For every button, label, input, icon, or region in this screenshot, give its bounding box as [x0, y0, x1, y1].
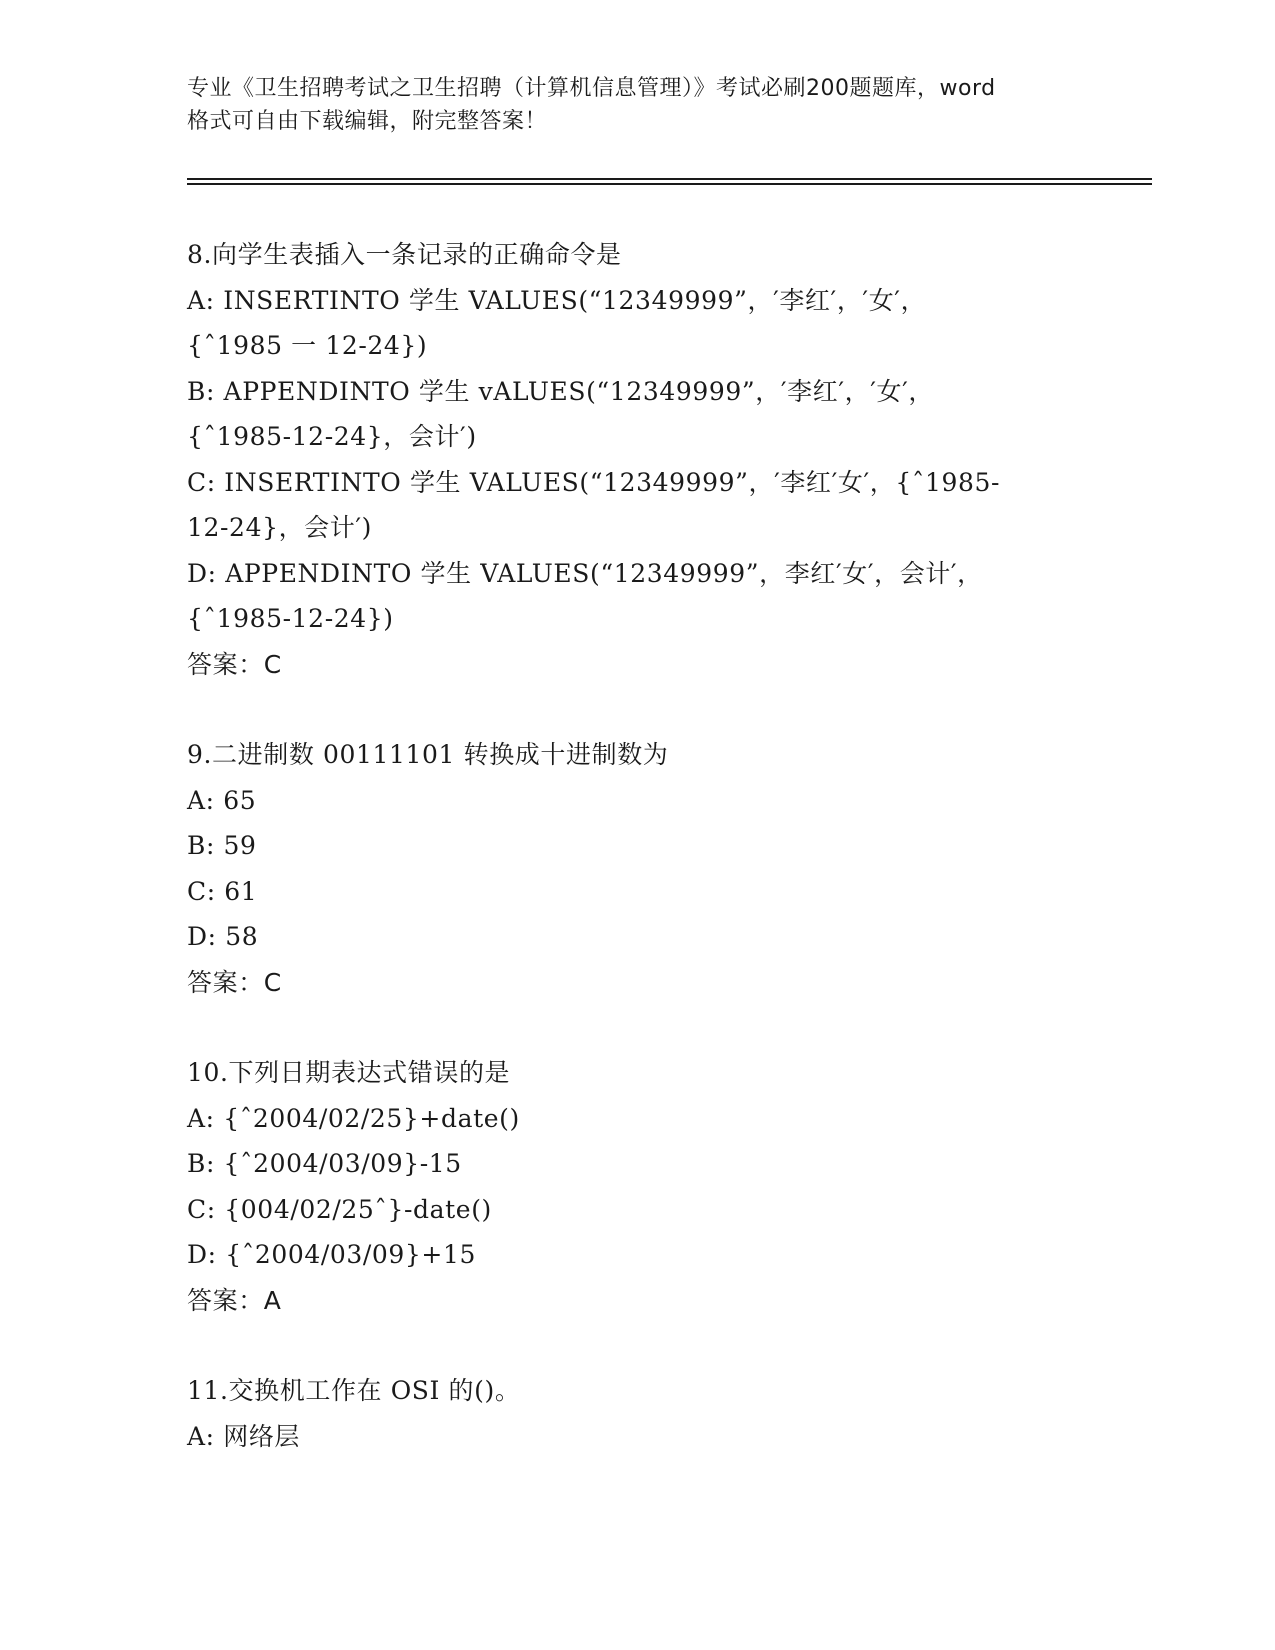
header-line-1: 专业《卫生招聘考试之卫生招聘（计算机信息管理）》考试必刷200题题库，word: [187, 76, 996, 101]
option-line: A: 网络层: [187, 1421, 301, 1451]
question-9: [187, 732, 1087, 1005]
header-line-2: 格式可自由下载编辑，附完整答案！: [187, 109, 548, 134]
question-stem: 8.向学生表插入一条记录的正确命令是: [187, 240, 622, 269]
option-line: B: {ˆ2004/03/09}-15: [187, 1149, 462, 1178]
option-line: 12-24}，会计′): [187, 513, 373, 542]
option-line: {ˆ1985-12-24}): [187, 604, 394, 633]
option-line: B: 59: [187, 831, 257, 860]
option-line: D: {ˆ2004/03/09}+15: [187, 1240, 476, 1269]
question-stem: 9.二进制数 00111101 转换成十进制数为: [187, 740, 669, 769]
option-line: {ˆ1985-12-24}，会计′): [187, 422, 477, 451]
question-spacer: [187, 1323, 1087, 1368]
question-spacer: [187, 687, 1087, 732]
header-divider-top: [187, 178, 1152, 180]
answer-line: 答案：C: [187, 649, 282, 679]
question-stem: 11.交换机工作在 OSI 的()。: [187, 1376, 521, 1405]
header-divider-bottom: [187, 183, 1152, 185]
option-line: B: APPENDINTO 学生 vALUES(“12349999”，′李红′，′女′，: [187, 376, 934, 406]
question-spacer: [187, 1005, 1087, 1050]
option-line: C: {004/02/25ˆ}-date(): [187, 1194, 492, 1224]
question-11: [187, 1368, 1087, 1459]
option-line: A: {ˆ2004/02/25}+date(): [187, 1103, 520, 1133]
option-line: C: 61: [187, 876, 258, 906]
question-list: [187, 232, 1087, 1459]
option-line: A: 65: [187, 785, 257, 815]
question-stem: 10.下列日期表达式错误的是: [187, 1058, 511, 1087]
question-10: [187, 1050, 1087, 1323]
option-line: {ˆ1985 一 12-24}): [187, 331, 428, 360]
option-line: C: INSERTINTO 学生 VALUES(“12349999”，′李红′女′，{ˆ1985-: [187, 467, 1001, 497]
answer-line: 答案：C: [187, 967, 282, 997]
option-line: D: 58: [187, 922, 259, 951]
document-header: [187, 72, 1087, 138]
option-line: A: INSERTINTO 学生 VALUES(“12349999”，′李红′，′女′，: [187, 285, 927, 315]
option-line: D: APPENDINTO 学生 VALUES(“12349999”，李红′女′，会计′，: [187, 558, 983, 588]
answer-line: 答案：A: [187, 1285, 282, 1315]
question-8: [187, 232, 1087, 687]
